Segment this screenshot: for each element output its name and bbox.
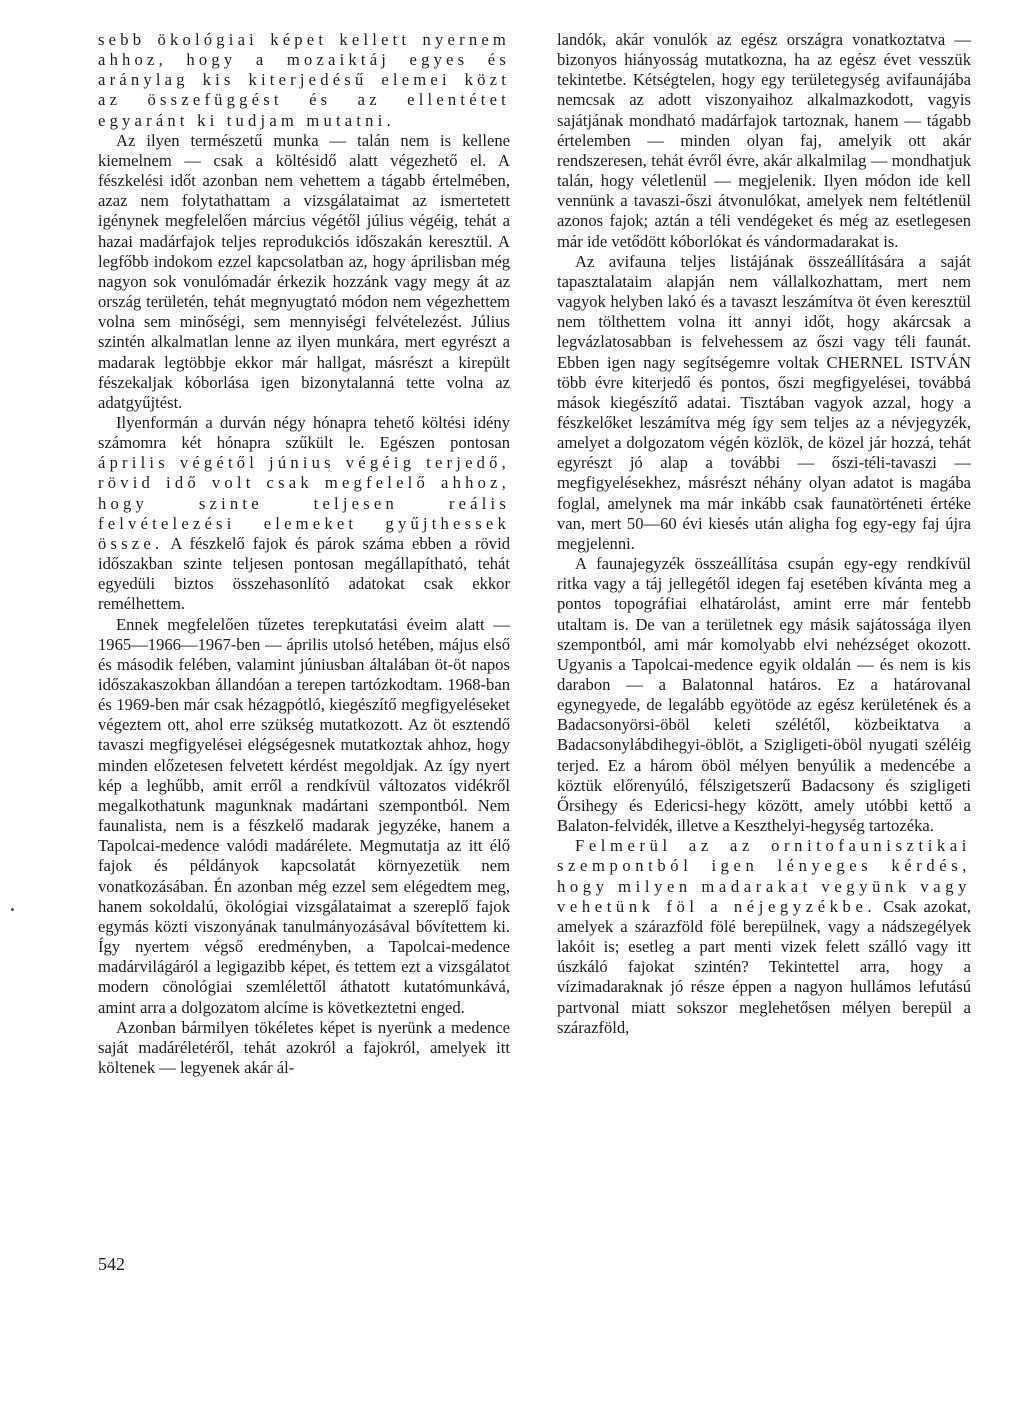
left-paragraph-1: sebb ökológiai képet kellett nyernem ahhoz, hogy a mozaiktáj egyes és aránylag kis kiterjedésű elemei közt az összefüggést és az ellentétet egyaránt ki tudjam mutatni. <box>98 30 510 130</box>
left-paragraph-5: Azonban bármilyen tökéletes képet is nyerünk a medence saját madáréletéről, tehát azokról a fajokról, amelyek itt költenek — legyenek akár ál- <box>98 1017 510 1077</box>
right-paragraph-4-emphasis: Felmerül az az ornitofaunisztikai szempontból igen lényeges kérdés, hogy milyen madarakat vegyünk vagy vehetünk föl a néjegyzékbe. <box>557 836 971 916</box>
right-paragraph-4-end: Csak azokat, amelyek a szárazföld fölé berepülnek, vagy a nádszegélyek lakóit is; esetleg a part menti vizek felett szálló vagy itt úszkáló fajokat szintén? Tekintettel arra, hogy a vízimadaraknak jó része éppen a nagyon hullámos lefutású partvonal miatt sokszor meglehetősen mélyen berepül a szárazföld, <box>557 896 971 1037</box>
left-paragraph-3-emphasis: április végétől június végéig terjedő, rövid idő volt csak megfelelő ahhoz, hogy szinte teljesen reális felvételezési elemeket gyűjthessek össze. <box>98 453 510 553</box>
left-paragraph-2: Az ilyen természetű munka — talán nem is kellene kiemelnem — csak a költésidő alatt végezhető el. A fészkelési időt azonban nem vehettem a tágabb értelmében, azaz nem folytathattam a vizsgálataimat az ismertetett igénynek megfelelően március végétől július végéig, tehát a hazai madárfajok teljes reprodukciós időszakán keresztül. A legfőbb indokom ezzel kapcsolatban az, hogy áprilisban még nagyon sok vonulómadár érkezik hozzánk vagy megy át az ország területén, tehát megnyugtató módon nem végezhettem volna sem minőségi, sem mennyiségi felvételezést. Július szintén alkalmatlan lenne az ilyen munkára, mert egyrészt a madarak legtöbbje ekkor már hallgat, másrészt a kirepült fészekaljak kóborlása igen bizonytalanná tette volna az adatgyűjtést. <box>98 130 510 412</box>
left-paragraph-3 <box>98 413 510 615</box>
page-number: 542 <box>98 1254 125 1274</box>
right-paragraph-2: Az avifauna teljes listájának összeállítására a saját tapasztalataim alapján nem vállalkozhattam, mert nem vagyok helyben lakó és a tavaszt leszámítva öt éven keresztül nem tölthettem volna itt annyi időt, hogy akárcsak a legvázlatosabban is felvehessem az őszi vagy téli faunát. Ebben igen nagy segítségemre voltak CHERNEL ISTVÁN több évre kiterjedő és pontos, őszi megfigyelései, továbbá mások kiegészítő adatai. Tisztában vagyok azzal, hogy a fészkelőket leszámítva még így sem teljes az a névjegyzék, amelyet a dolgozatom végén közlök, de közel jár hozzá, tehát egyrészt jó alap a további — őszi-téli-tavaszi — megfigyelésekhez, másrészt néhány olyan adatot is magába foglal, amelynek ma már inkább csak faunatörténeti értéke van, mert 50—60 évi kiesés után aligha fog egy-egy faj újra megjelenni. <box>557 251 971 553</box>
left-paragraph-4: Ennek megfelelően tűzetes terepkutatási éveim alatt — 1965—1966—1967-ben — április utolsó hetében, május első és második felében, valamint júniusban általában öt-öt napos időszakaszokban állandóan a terepen tartózkodtam. 1968-ban és 1969-ben már csak hézagpótló, kiegészítő megfigyeléseket végeztem ott, ahol erre szükség mutatkozott. Az öt esztendő tavaszi megfigyelései elégségesnek mutatkoztak ahhoz, hogy minden előzetesen felvetett kérdést megoldjak. Az így nyert kép a leghűbb, amit erről a rendkívül változatos vidékről megalkothatunk magunknak madártani szempontból. Nem faunalista, nem is a fészkelő madarak jegyzéke, hanem a Tapolcai-medence valódi madárélete. Megmutatja az itt élő fajok és példányok kapcsolatát környezetük nem vonatkozásában. Én azonban még ezzel sem elégedtem meg, hanem sokoldalú, ökológiai vizsgálataimat a szereplő fajok egymás közti viszonyának tanulmányozásával bővítettem ki. Így nyertem végső eredményben, a Tapolcai-medence madárvilágáról a legigazibb képet, és tettem ezt a vizsgálatot modern cönológiai szemlélettől áthatott kutatómunkává, amint arra a dolgozatom alcíme is következtetni enged. <box>98 614 510 1017</box>
left-paragraph-3-start: Ilyenformán a durván négy hónapra tehető költési idény számomra két hónapra szűkült le. Egészen pontosan <box>98 412 510 453</box>
left-column <box>98 30 510 1078</box>
right-paragraph-1: landók, akár vonulók az egész országra vonatkoztatva — bizonyos hiányosság mutatkozna, ha az egész évet vesszük tekintetbe. Kétségtelen, hogy egy területegység avifaunájába nemcsak az adott viszonyaihoz alkalmazkodott, vagyis sajátjának mondható madárfajok tartoznak, hanem — tágabb értelemben — minden olyan faj, amelyik ott akár rendszeresen, tehát évről évre, akár alkalmilag — mondhatjuk talán, hogy véletlenül — megjelenik. Ilyen módon ide kell vennünk a tavaszi-őszi átvonulókat, amelyek nem feltétlenül azonos fajok; aztán a téli vendégeket és még az esetlegesen már ide vetődött kóborlókat és vándormadarakat is. <box>557 30 971 251</box>
right-column <box>557 30 971 1038</box>
margin-dot <box>11 908 14 911</box>
right-paragraph-3: A faunajegyzék összeállítása csupán egy-egy rendkívül ritka vagy a táj jellegétől idegen faj esetében kívánta meg a pontos topográfiai elhatárolást, amint erre már fentebb utaltam is. De van a területnek egy másik sajátossága ilyen szempontból, ami már komolyabb elvi nehézséget okozott. Ugyanis a Tapolcai-medence egyik oldalán — és nem is kis darabon — a Balatonnal határos. Ez a határovanal egynegyede, de legalább egyötöde az egész kerületének és a Badacsonyörsi-öböl keleti szélétől, közbeiktatva a Badacsonylábdihegyi-öblöt, a Szigligeti-öböl nyugati széléig terjed. Ez a három öböl mélyen benyúlik a medencébe a köztük előrenyúló, félszigetszerű Badacsony és szigligeti Őrsihegy és Edericsi-hegy között, amely utóbbi kettő a Balaton-felvidék, illetve a Keszthelyi-hegység tartozéka. <box>557 554 971 836</box>
right-paragraph-4 <box>557 836 971 1038</box>
left-paragraph-3-end: A fészkelő fajok és párok száma ebben a rövid időszakban szinte teljesen pontosan megállapítható, tehát egyedüli biztos összehasonlító adatokat csak ekkor remélhettem. <box>98 533 510 614</box>
